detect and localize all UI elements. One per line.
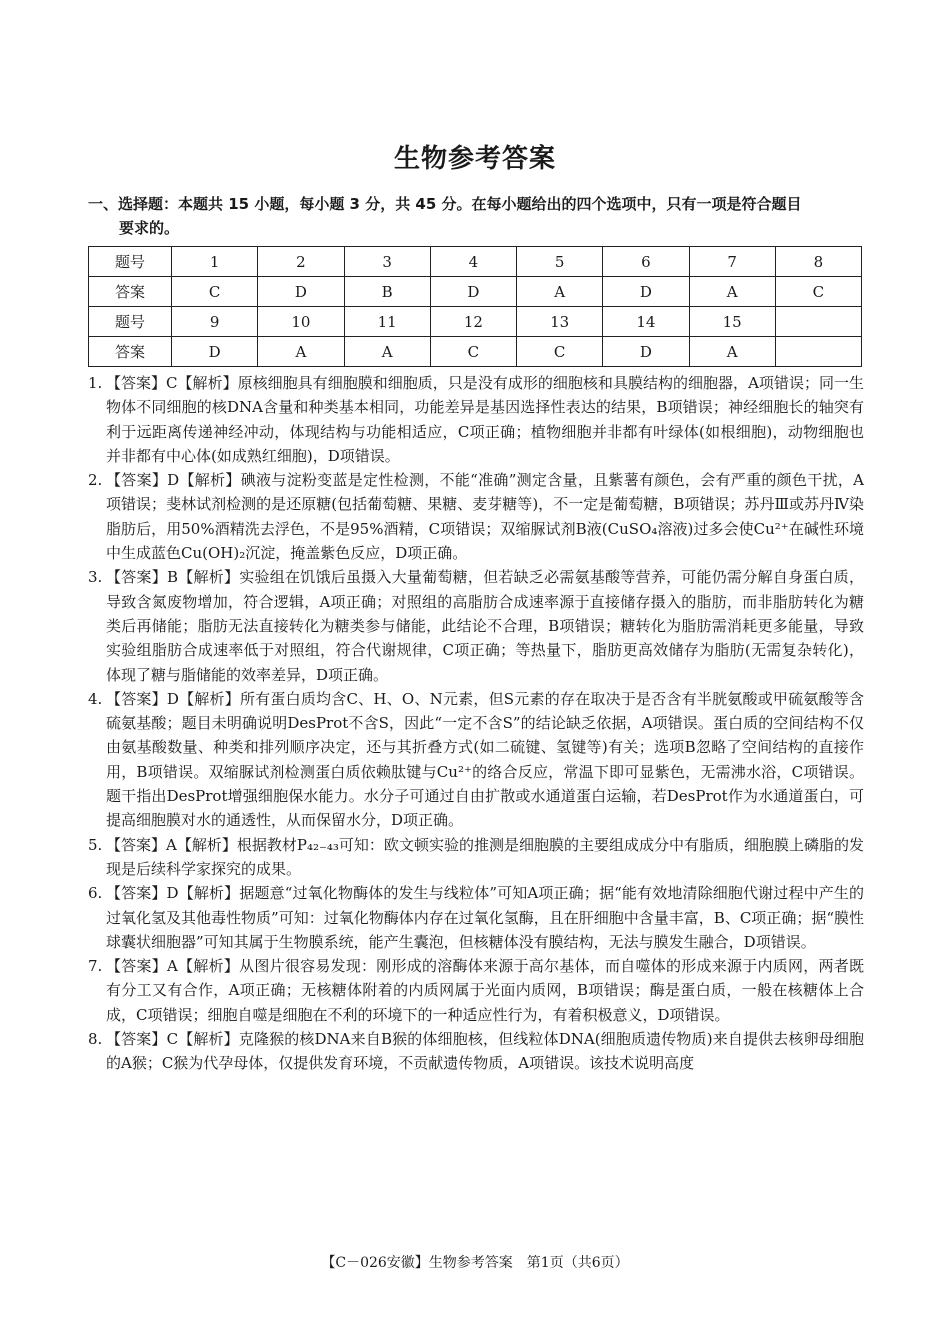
table-cell: 4 [430,247,516,277]
item-number: 2. [88,471,103,490]
table-cell: A [689,337,775,367]
explanation-item [88,1027,864,1076]
table-cell: 1 [172,247,258,277]
item-number: 8. [88,1030,103,1049]
table-cell: 11 [344,307,430,337]
table-row [89,277,862,307]
explanation-list [88,371,864,1076]
table-row-header: 题号 [89,307,172,337]
item-answer-label: 【答案】B【解析】 [106,568,240,587]
table-cell: D [603,337,689,367]
item-number: 5. [88,835,103,854]
table-cell: A [258,337,344,367]
table-cell [775,337,861,367]
table-cell: D [430,277,516,307]
item-text: 原核细胞具有细胞膜和细胞质，只是没有成形的细胞核和具膜结构的细胞器，A项错误；同一生物体不同细胞的核DNA含量和种类基本相同，功能差异是基因选择性表达的结果，B项错误；神经细胞长的轴突有利于远距离传递神经冲动，体现结构与功能相适应，C项正确；植物细胞并非都有叶绿体(如根细胞)，动物细胞也并非都有中心体(如成熟红细胞)，D项错误。 [106,374,864,465]
table-cell: 6 [603,247,689,277]
item-answer-label: 【答案】D【解析】 [106,884,240,903]
item-text: 碘液与淀粉变蓝是定性检测，不能“准确”测定含量，且紫薯有颜色，会有严重的颜色干扰，A项错误；斐林试剂检测的是还原糖(包括葡萄糖、果糖、麦芽糖等)，不一定是葡萄糖，B项错误；苏丹Ⅲ或苏丹Ⅳ染脂肪后，用50%酒精洗去浮色，不是95%酒精，C项错误；双缩脲试剂B液(CuSO₄溶液)过多会使Cu²⁺在碱性环境中生成蓝色Cu(OH)₂沉淀，掩盖紫色反应，D项正确。 [106,471,864,563]
table-row-header: 答案 [89,277,172,307]
answer-table [88,246,862,367]
table-cell: 9 [172,307,258,337]
table-cell: A [517,277,603,307]
table-cell: 3 [344,247,430,277]
section-heading [88,192,868,240]
item-answer-label: 【答案】C【解析】 [106,374,238,392]
item-number: 1. [88,374,103,392]
item-text: 实验组在饥饿后虽摄入大量葡萄糖，但若缺乏必需氨基酸等营养，可能仍需分解自身蛋白质，导致含氮废物增加，符合逻辑，A项正确；对照组的高脂肪合成速率源于直接储存摄入的脂肪，而非脂肪转化为糖类后再储能；脂肪无法直接转化为糖类参与储能，此结论不合理，B项错误；糖转化为脂肪需消耗更多能量，导致实验组脂肪合成速率低于对照组，符合代谢规律，C项正确；等热量下，脂肪更高效储存为脂肪(无需复杂转化)，体现了糖与脂储能的效率差异，D项正确。 [106,568,864,684]
explanation-item [88,687,864,833]
item-number: 4. [88,689,103,708]
item-number: 6. [88,884,103,903]
item-answer-label: 【答案】C【解析】 [106,1030,239,1049]
explanation-item [88,881,864,954]
table-cell: 2 [258,247,344,277]
table-cell [775,307,861,337]
table-cell: 12 [430,307,516,337]
table-cell: C [517,337,603,367]
explanation-item [88,371,864,468]
table-cell: C [430,337,516,367]
table-cell: A [344,337,430,367]
item-answer-label: 【答案】A【解析】 [106,957,240,976]
table-cell: C [775,277,861,307]
table-row-header: 题号 [89,247,172,277]
table-cell: D [258,277,344,307]
item-answer-label: 【答案】D【解析】 [106,689,240,708]
section-heading-line1: 一、选择题：本题共 15 小题，每小题 3 分，共 45 分。在每小题给出的四个选项中，只有一项是符合题目 [88,195,802,213]
page-title: 生物参考答案 [393,144,556,174]
section-heading-line2: 要求的。 [119,219,180,237]
item-number: 7. [88,957,103,976]
table-row [89,247,862,277]
explanation-item [88,954,864,1027]
table-cell: B [344,277,430,307]
item-answer-label: 【答案】A【解析】 [106,835,237,854]
item-number: 3. [88,568,103,587]
table-cell: D [172,337,258,367]
table-cell: 14 [603,307,689,337]
table-row [89,337,862,367]
table-row [89,307,862,337]
table-cell: 13 [517,307,603,337]
item-text: 从图片很容易发现：刚形成的溶酶体来源于高尔基体，而自噬体的形成来源于内质网，两者既有分工又有合作，A项正确；无核糖体附着的内质网属于光面内质网，B项错误；酶是蛋白质，一般在核糖体上合成，C项错误；细胞自噬是细胞在不利的环境下的一种适应性行为，有着积极意义，D项错误。 [106,957,864,1024]
item-answer-label: 【答案】D【解析】 [106,471,241,490]
explanation-item [88,565,864,686]
table-cell: C [172,277,258,307]
table-cell: A [689,277,775,307]
explanation-item [88,833,864,882]
item-text: 据题意“过氧化物酶体的发生与线粒体”可知A项正确；据“能有效地清除细胞代谢过程中产生的过氧化氢及其他毒性物质”可知：过氧化物酶体内存在过氧化氢酶，且在肝细胞中含量丰富，B、C项正确；据“膜性球囊状细胞器”可知其属于生物膜系统，能产生囊泡，但核糖体没有膜结构，无法与膜发生融合，D项错误。 [106,884,865,951]
table-cell: 15 [689,307,775,337]
table-cell: D [603,277,689,307]
explanation-item [88,468,864,565]
table-cell: 10 [258,307,344,337]
item-text: 克隆猴的核DNA来自B猴的体细胞核，但线粒体DNA(细胞质遗传物质)来自提供去核卵母细胞的A猴；C猴为代孕母体，仅提供发育环境，不贡献遗传物质，A项错误。该技术说明高度 [106,1030,865,1073]
page-footer: 【C－026安徽】生物参考答案 第1页（共6页） [321,1255,629,1271]
item-text: 根据教材P₄₂₋₄₃可知：欧文顿实验的推测是细胞膜的主要组成成分中有脂质，细胞膜上磷脂的发现是后续科学家探究的成果。 [106,835,864,878]
table-cell: 7 [689,247,775,277]
table-cell: 5 [517,247,603,277]
table-cell: 8 [775,247,861,277]
table-row-header: 答案 [89,337,172,367]
item-text: 所有蛋白质均含C、H、O、N元素，但S元素的存在取决于是否含有半胱氨酸或甲硫氨酸等含硫氨基酸；题目未明确说明DesProt不含S，因此“一定不含S”的结论缺乏依据，A项错误。蛋白质的空间结构不仅由氨基酸数量、种类和排列顺序决定，还与其折叠方式(如二硫键、氢键等)有关；选项B忽略了空间结构的直接作用，B项错误。双缩脲试剂检测蛋白质依赖肽键与Cu²⁺的络合反应，常温下即可显紫色，无需沸水浴，C项错误。题干指出DesProt增强细胞保水能力。水分子可通过自由扩散或水通道蛋白运输，若DesProt作为水通道蛋白，可提高细胞膜对水的通透性，从而保留水分，D项正确。 [106,689,865,830]
